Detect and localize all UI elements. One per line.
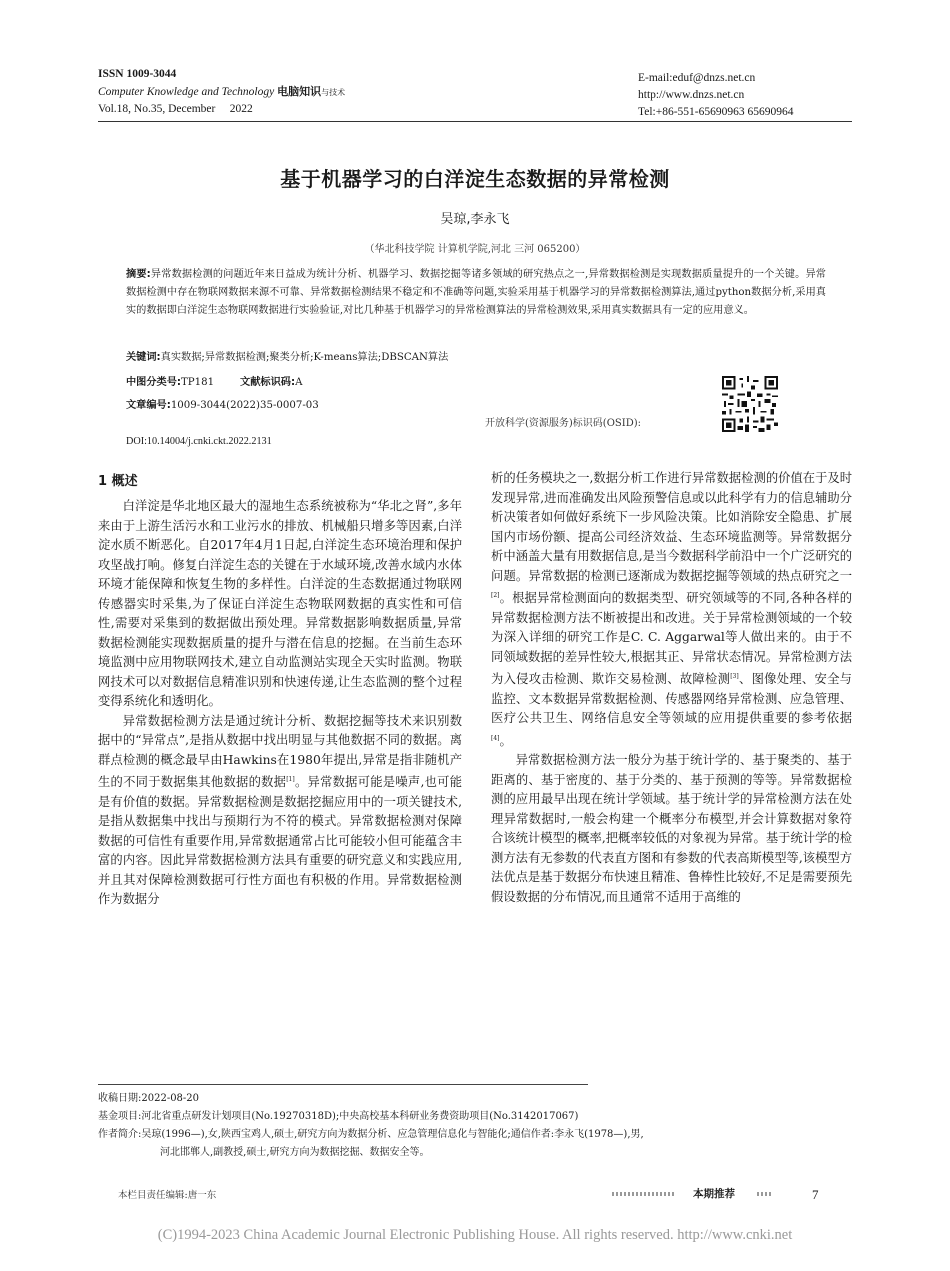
issn: ISSN 1009-3044 xyxy=(98,68,177,80)
paragraph: 析的任务模块之一,数据分析工作进行异常数据检测的价值在于及时发现异常,进而准确发出风险预警信息或以此科学有力的信息辅助分析决策者如何做好系统下一步风险决策。比如消除安全隐患、扩展国内市场份额、提高公司经济效益、生态环境监测等。异常数据分析中涵盖大量有用数据信息,是当今数据科学前沿中一个广泛研究的问题。异常数据的检测已逐渐成为数据挖掘等领域的热点研究之一[2]。根据异常检测面向的数据类型、研究领域等的不同,各种各样的异常数据检测方法不断被提出和改进。关于异常检测领域的一个较为深入详细的研究工作是C. C. Aggarwal等人做出来的。由于不同领域数据的差异性较大,根据其正、异常状态情况。异常检测方法为入侵攻击检测、欺诈交易检测、故障检测[3]、图像处理、安全与监控、文本数据异常数据检测、传感器网络异常检测、应急管理、医疗公共卫生、网络信息安全等领域的应用提供重要的参考依据[4]。 xyxy=(491,471,852,748)
section-heading: 1 概述 xyxy=(98,474,138,489)
abstract-label: 摘要: xyxy=(126,269,151,280)
dotted-bar xyxy=(757,1192,773,1196)
classification: 中图分类号:TP181 文献标识码:A xyxy=(126,377,303,388)
website: http://www.dnzs.net.cn xyxy=(638,89,745,101)
body-column-left xyxy=(98,497,462,910)
journal-name: Computer Knowledge and Technology 电脑知识与技术 xyxy=(98,85,346,98)
citation[interactable]: [3] xyxy=(730,673,739,681)
fund-info: 基金项目:河北省重点研发计划项目(No.19270318D);中央高校基本科研业务费资助项目(No.3142017067) xyxy=(98,1111,579,1122)
citation[interactable]: [4] xyxy=(491,734,500,742)
paragraph: 异常数据检测方法一般分为基于统计学的、基于聚类的、基于距离的、基于密度的、基于分类的、基于预测的等等。异常数据检测的应用最早出现在统计学领域。基于统计学的异常检测方法在处理异常数据时,一般会构建一个概率分布模型,并会计算数据对象符合该统计模型的概率,把概率较低的对象视为异常。基于统计学的检测方法有无参数的代表直方图和有参数的代表高斯模型等,该模型方法优点是基于数据分布快速且精准、鲁棒性比较好,不足是需要预先假设数据的分布情况,而且通常不适用于高维的 xyxy=(491,753,852,904)
author-bio-cont: 河北邯郸人,副教授,硕士,研究方向为数据挖掘、数据安全等。 xyxy=(160,1147,430,1158)
issue-recommend: 本期推荐 xyxy=(693,1188,735,1200)
journal-header-left xyxy=(98,66,498,118)
doi: DOI:10.14004/j.cnki.ckt.2022.2131 xyxy=(126,436,272,447)
citation[interactable]: [1] xyxy=(286,776,295,783)
abstract xyxy=(126,266,826,320)
keywords: 关键词:真实数据;异常数据检测;聚类分析;K-means算法;DBSCAN算法 xyxy=(126,352,449,363)
copyright-line: (C)1994-2023 China Academic Journal Electronic Publishing House. All rights reserved. http://www.cnki.net xyxy=(157,1227,793,1243)
footnote-rule xyxy=(98,1084,588,1085)
column-editor: 本栏目责任编辑:唐一东 xyxy=(118,1190,217,1201)
citation[interactable]: [2] xyxy=(491,592,500,599)
header-rule xyxy=(98,121,852,122)
received-date: 收稿日期:2022-08-20 xyxy=(98,1093,200,1104)
affiliation: （华北科技学院 计算机学院,河北 三河 065200） xyxy=(364,244,586,255)
author-bio: 作者简介:吴琼(1996—),女,陕西宝鸡人,硕士,研究方向为数据分析、应急管理信息化与智能化;通信作者:李永飞(1978—),男, xyxy=(98,1129,644,1140)
paper-title: 基于机器学习的白洋淀生态数据的异常检测 xyxy=(280,167,670,191)
paragraph: 白洋淀是华北地区最大的湿地生态系统被称为“华北之肾”,多年来由于上游生活污水和工业污水的排放、机械船只增多等因素,白洋淀水质不断恶化。自2017年4月1日起,白洋淀生态环境治理和保护攻坚战打响。修复白洋淀生态的关键在于水域环境,改善水域内水体环境才能保障和恢复生物的多样性。白洋淀的生态数据通过物联网传感器实时采集,为了保证白洋淀生态物联网数据的真实性和可信性,需要对采集到的数据做出预处理。异常数据影响数据质量,异常数据检测能实现数据质量的提升与潜在信息的挖掘。在当前生态环境监测中应用物联网技术,建立自动监测站实现全天实时监测。物联网技术可以对数据信息精准识别和快速传递,让生态监测的整个过程变得系统化和透明化。 xyxy=(98,499,462,708)
abstract-text: 异常数据检测的问题近年来日益成为统计分析、机器学习、数据挖掘等诸多领域的研究热点之一,异常数据检测是实现数据质量提升的一个关键。异常数据检测中存在物联网数据来源不可靠、异常数据检测结果不稳定和不准确等问题,实验采用基于机器学习的异常数据检测算法,通过python数据分析,采用真实的数据即白洋淀生态物联网数据进行实验验证,对比几种基于机器学习的异常检测算法的异常检测效果,采用真实数据具有一定的应用意义。 xyxy=(126,269,826,316)
footnotes xyxy=(98,1090,858,1162)
paragraph: 异常数据检测方法是通过统计分析、数据挖掘等技术来识别数据中的“异常点”,是指从数据中找出明显与其他数据不同的数据。离群点检测的概念最早由Hawkins在1980年提出,异常是指非随机产生的不同于数据集其他数据的数据[1]。异常数据可能是噪声,也可能是有价值的数据。异常数据检测是数据挖掘应用中的一项关键技术,是指从数据集中找出与预期行为不符的模式。异常数据检测对保障数据的可信性有重要作用,异常数据通常占比可能较小但可能蕴含丰富的内容。因此异常数据检测方法具有重要的研究意义和实践应用,并且其对保障检测数据可行性方面也有积极的作用。异常数据检测作为数据分 xyxy=(98,713,462,907)
volume-info: Vol.18, No.35, December 2022 xyxy=(98,103,253,115)
body-column-right xyxy=(491,469,852,907)
authors: 吴琼,李永飞 xyxy=(440,212,510,227)
article-number: 文章编号:1009-3044(2022)35-0007-03 xyxy=(126,400,319,411)
telephone: Tel:+86-551-65690963 65690964 xyxy=(638,106,794,118)
dotted-bar xyxy=(612,1192,676,1196)
email: E-mail:eduf@dnzs.net.cn xyxy=(638,72,756,84)
page-number: 7 xyxy=(812,1187,819,1202)
osid-label: 开放科学(资源服务)标识码(OSID): xyxy=(485,418,641,429)
journal-header-right xyxy=(638,70,852,121)
qr-code-icon[interactable] xyxy=(722,376,778,432)
